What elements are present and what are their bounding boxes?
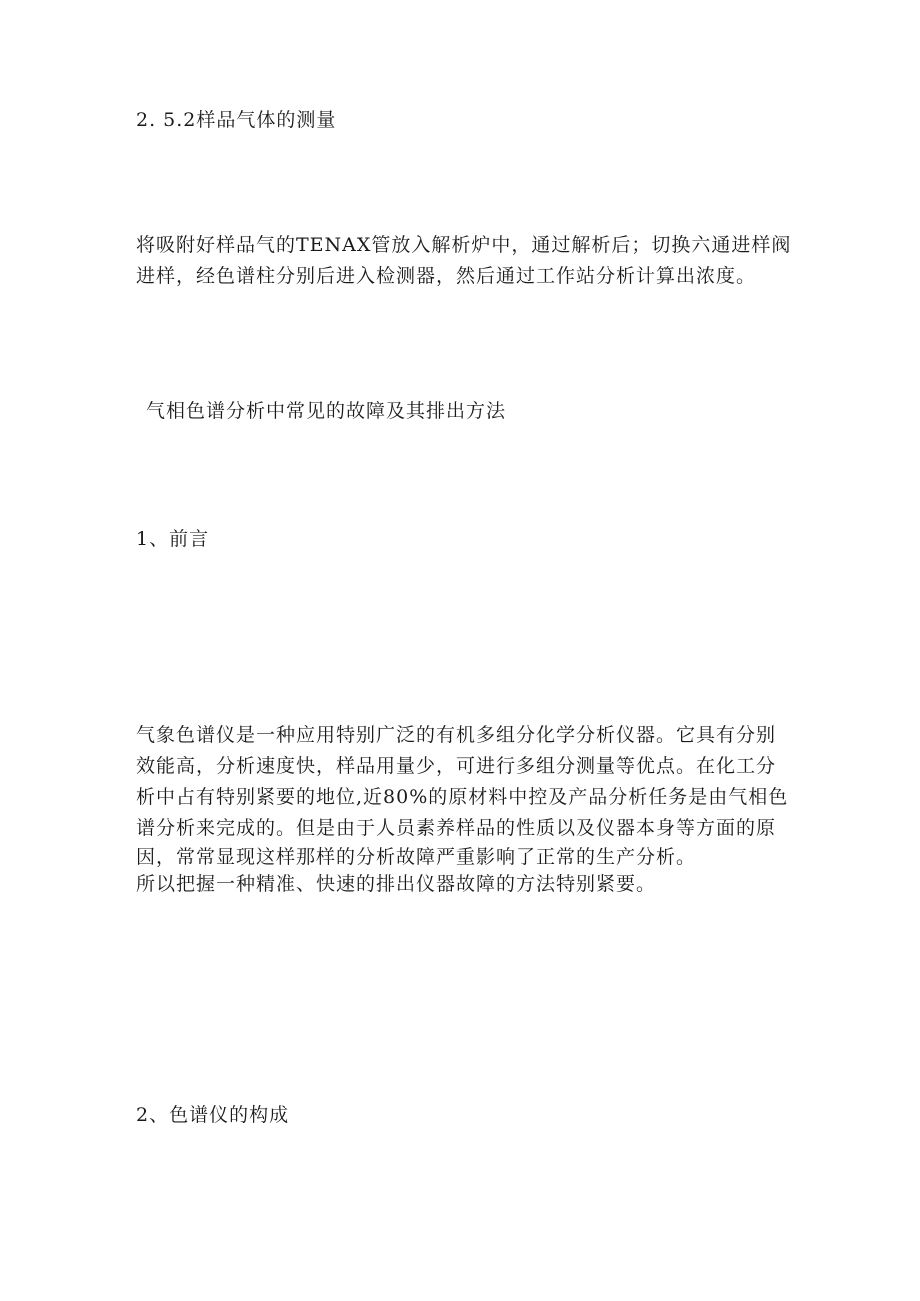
section-heading-2: 2、色谱仪的构成 bbox=[136, 1104, 290, 1126]
paragraph-line: 因，常常显现这样那样的分析故障严重影响了正常的生产分析。 bbox=[136, 846, 697, 868]
section-heading-1: 1、前言 bbox=[136, 528, 210, 550]
paragraph-line: 气象色谱仪是一种应用特别广泛的有机多组分化学分析仪器。它具有分别 bbox=[136, 724, 777, 746]
section-heading-2-5-2: 2. 5.2样品气体的测量 bbox=[136, 109, 337, 131]
article-title: 气相色谱分析中常见的故障及其排出方法 bbox=[146, 400, 507, 422]
paragraph-line: 将吸附好样品气的TENAX管放入解析炉中，通过解析后；切换六通进样阀 bbox=[136, 234, 792, 256]
section-1-paragraph bbox=[136, 720, 796, 898]
paragraph-line: 析中占有特别紧要的地位,近80%的原材料中控及产品分析任务是由气相色 bbox=[136, 786, 789, 808]
paragraph-line: 进样，经色谱柱分别后进入检测器，然后通过工作站分析计算出浓度。 bbox=[136, 265, 757, 287]
section-2-5-2-paragraph bbox=[136, 230, 796, 292]
paragraph-line: 效能高，分析速度快，样品用量少，可进行多组分测量等优点。在化工分 bbox=[136, 755, 777, 777]
paragraph-line: 所以把握一种精准、快速的排出仪器故障的方法特别紧要。 bbox=[136, 873, 657, 895]
paragraph-line: 谱分析来完成的。但是由于人员素养样品的性质以及仪器本身等方面的原 bbox=[136, 817, 777, 839]
